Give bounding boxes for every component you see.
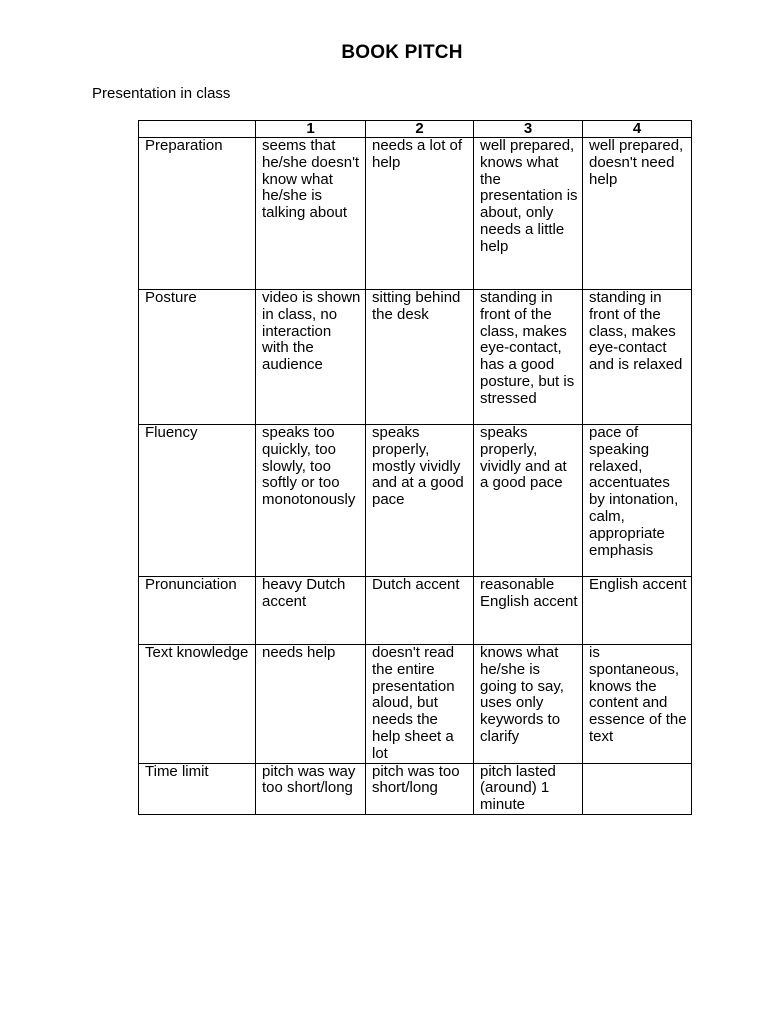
rubric-body <box>139 138 692 815</box>
table-cell: speaks too quickly, too slowly, too softly or too monotonously <box>256 425 366 577</box>
table-cell: well prepared, knows what the presentation is about, only needs a little help <box>474 138 583 290</box>
table-cell: standing in front of the class, makes eye-contact and is relaxed <box>583 290 692 425</box>
table-cell: reasonable English accent <box>474 577 583 645</box>
header-score-2: 2 <box>366 121 474 138</box>
table-cell: speaks properly, vividly and at a good pace <box>474 425 583 577</box>
header-row <box>139 121 692 138</box>
table-cell: Dutch accent <box>366 577 474 645</box>
criterion-cell: Preparation <box>139 138 256 290</box>
table-cell: standing in front of the class, makes eye-contact, has a good posture, but is stressed <box>474 290 583 425</box>
table-cell: heavy Dutch accent <box>256 577 366 645</box>
table-cell: seems that he/she doesn't know what he/she is talking about <box>256 138 366 290</box>
table-cell: is spontaneous, knows the content and essence of the text <box>583 645 692 764</box>
table-cell: pitch was too short/long <box>366 763 474 814</box>
rubric-header <box>139 121 692 138</box>
header-score-3: 3 <box>474 121 583 138</box>
table-row <box>139 645 692 764</box>
table-cell: sitting behind the desk <box>366 290 474 425</box>
table-cell: pitch was way too short/long <box>256 763 366 814</box>
rubric-table <box>138 120 692 815</box>
criterion-cell: Pronunciation <box>139 577 256 645</box>
table-row <box>139 290 692 425</box>
table-cell: doesn't read the entire presentation aloud, but needs the help sheet a lot <box>366 645 474 764</box>
page-title: BOOK PITCH <box>341 42 463 63</box>
table-cell: needs help <box>256 645 366 764</box>
table-row <box>139 138 692 290</box>
criterion-cell: Text knowledge <box>139 645 256 764</box>
criterion-cell: Time limit <box>139 763 256 814</box>
table-cell: video is shown in class, no interaction with the audience <box>256 290 366 425</box>
table-cell: well prepared, doesn't need help <box>583 138 692 290</box>
table-row <box>139 577 692 645</box>
criterion-cell: Posture <box>139 290 256 425</box>
table-cell: pitch lasted (around) 1 minute <box>474 763 583 814</box>
header-score-1: 1 <box>256 121 366 138</box>
header-score-4: 4 <box>583 121 692 138</box>
table-row <box>139 763 692 814</box>
table-row <box>139 425 692 577</box>
table-cell: pace of speaking relaxed, accentuates by intonation, calm, appropriate emphasis <box>583 425 692 577</box>
table-cell: needs a lot of help <box>366 138 474 290</box>
table-cell <box>583 763 692 814</box>
page-subtitle: Presentation in class <box>92 85 231 102</box>
table-cell: knows what he/she is going to say, uses only keywords to clarify <box>474 645 583 764</box>
header-criterion <box>139 121 256 138</box>
criterion-cell: Fluency <box>139 425 256 577</box>
table-cell: speaks properly, mostly vividly and at a good pace <box>366 425 474 577</box>
table-cell: English accent <box>583 577 692 645</box>
